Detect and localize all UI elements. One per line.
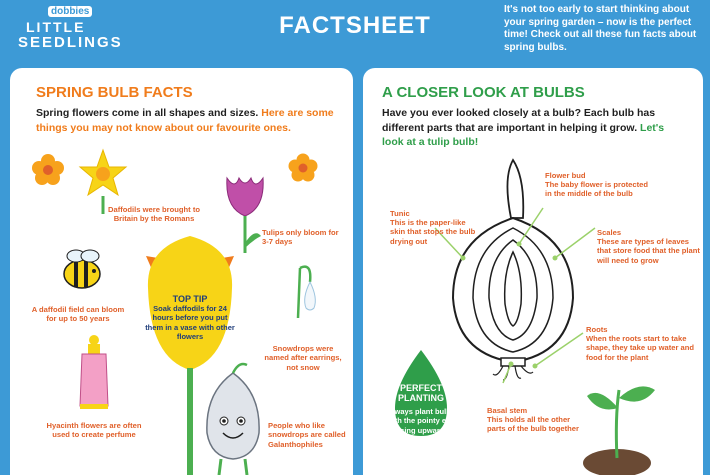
perfume-bottle-icon bbox=[80, 335, 108, 409]
label-scales-title: Scales bbox=[597, 228, 622, 237]
top-tip-title: TOP TIP bbox=[172, 294, 208, 304]
logo-line-2: SEEDLINGS bbox=[18, 34, 123, 51]
left-intro-plain: Spring flowers come in all shapes and sizes. bbox=[36, 107, 262, 119]
little-seedlings-logo bbox=[14, 6, 134, 54]
fact-daffodil-field: A daffodil field can bloom for up to 50 years bbox=[31, 305, 125, 324]
orange-flower-icon bbox=[289, 154, 318, 182]
header-intro: It's not too early to start thinking about your spring garden – now is the perfect time! Check out all these fun facts about spring bulbs. bbox=[504, 4, 697, 53]
label-flower-bud-title: Flower bud bbox=[545, 171, 586, 180]
snowdrop-icon bbox=[298, 267, 315, 318]
right-intro-plain: Have you ever looked closely at a bulb? Each bulb has different parts that are important in helping it grow. bbox=[382, 107, 656, 134]
logo-line-1: LITTLE bbox=[26, 19, 86, 35]
label-basal-stem bbox=[487, 406, 587, 434]
perfect-planting bbox=[381, 384, 461, 435]
fact-daffodils-romans: Daffodils were brought to Britain by the Romans bbox=[108, 205, 200, 224]
perfect-planting-title-1: PERFECT bbox=[399, 383, 442, 393]
fact-tulips-bloom: Tulips only bloom for 3-7 days bbox=[262, 228, 339, 247]
right-heading: A CLOSER LOOK AT BULBS bbox=[382, 84, 585, 101]
spring-flowers-illustrations bbox=[10, 68, 353, 475]
label-scales bbox=[597, 228, 705, 265]
top-tip-body: Soak daffodils for 24 hours before you put them in a vase with other flowers bbox=[145, 304, 235, 342]
top-tip bbox=[145, 294, 235, 342]
bulb-character-icon bbox=[207, 364, 259, 475]
label-flower-bud bbox=[545, 171, 655, 199]
perfect-planting-body: Always plant bulbs with the pointy end facing upwards bbox=[386, 406, 456, 435]
fact-hyacinth-perfume: Hyacinth flowers are often used to create perfume bbox=[46, 421, 142, 440]
label-roots-title: Roots bbox=[586, 325, 608, 334]
label-basal-stem-body: This holds all the other parts of the bulb together bbox=[487, 415, 579, 434]
label-basal-stem-title: Basal stem bbox=[487, 406, 528, 415]
label-tunic-body: This is the paper-like skin that stops the bulb drying out bbox=[390, 218, 476, 246]
left-heading: SPRING BULB FACTS bbox=[36, 84, 193, 101]
brand-name: dobbies bbox=[48, 6, 92, 17]
right-intro-highlight: Let's look at a tulip bulb! bbox=[382, 121, 665, 149]
perfect-planting-title-2: PLANTING bbox=[398, 392, 444, 403]
label-tunic bbox=[390, 209, 480, 246]
label-flower-bud-body: The baby flower is protected in the middle of the bulb bbox=[545, 180, 648, 199]
label-roots-body: When the roots start to take shape, they take up water and food for the plant bbox=[586, 334, 695, 362]
page-title: FACTSHEET bbox=[279, 12, 431, 39]
orange-flower-icon bbox=[32, 154, 64, 185]
label-tunic-title: Tunic bbox=[390, 209, 410, 218]
seedling-icon bbox=[583, 386, 655, 475]
fact-snowdrops-earrings: Snowdrops were named after earrings, not snow bbox=[264, 344, 342, 372]
left-intro-highlight: Here are some things you may not know about our favourite ones. bbox=[36, 107, 334, 134]
bee-icon bbox=[64, 250, 100, 288]
pink-tulip-icon bbox=[227, 178, 263, 253]
label-scales-body: These are types of leaves that store food that the plant will need to grow bbox=[597, 237, 700, 265]
fact-galanthophiles: People who like snowdrops are called Galanthophiles bbox=[268, 421, 346, 449]
label-roots bbox=[586, 325, 696, 362]
